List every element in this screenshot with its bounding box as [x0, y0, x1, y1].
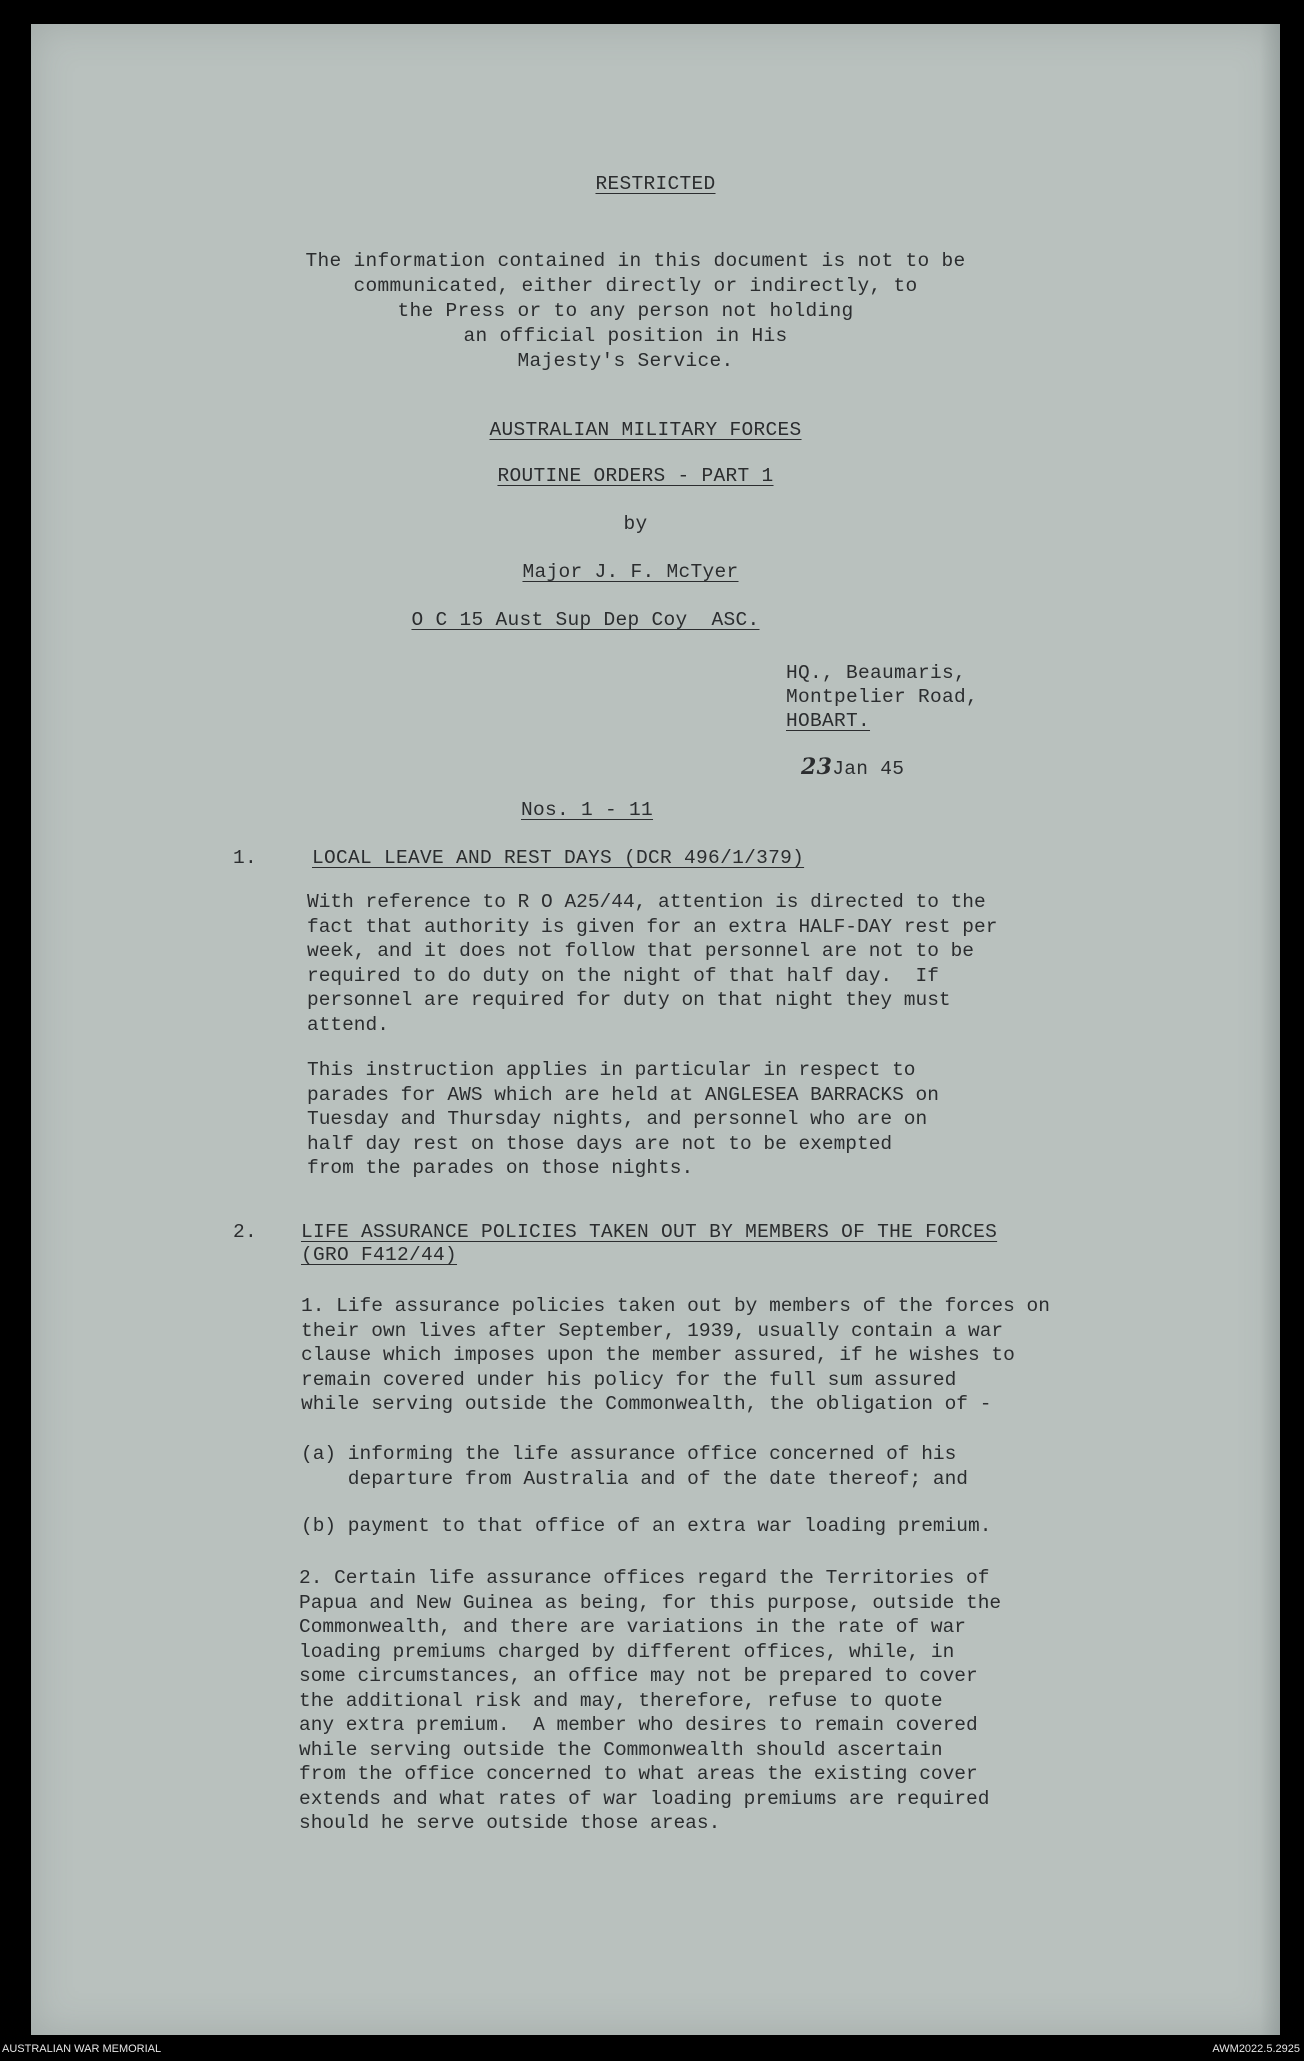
document-page	[31, 24, 1280, 2035]
text-line: attend.	[307, 1013, 389, 1036]
section-2-item-b	[301, 1514, 991, 1539]
document-title: ROUTINE ORDERS - PART 1	[497, 465, 774, 487]
text-line: With reference to R O A25/44, attention is directed to the	[307, 891, 986, 913]
text-line: departure from Australia and of the date thereof; and	[301, 1467, 969, 1490]
text-line: fact that authority is given for an extra HALF-DAY rest per	[307, 915, 998, 938]
text-line: while serving outside the Commonwealth, the obligation of -	[301, 1393, 992, 1415]
text-line: personnel are required for duty on that night they must	[307, 989, 951, 1011]
text-line: from the office concerned to what areas the existing cover	[299, 1763, 978, 1785]
date-day-handwritten: 23	[801, 754, 833, 780]
text-line: extends and what rates of war loading premiums are required	[299, 1787, 990, 1810]
section-2-item-a	[301, 1442, 968, 1491]
section-1-title: LOCAL LEAVE AND REST DAYS (DCR 496/1/379)	[312, 847, 805, 869]
author-name: Major J. F. McTyer	[522, 561, 739, 583]
text-line: required to do duty on the night of that half day. If	[307, 964, 939, 987]
unit-name: O C 15 Aust Sup Dep Coy ASC.	[411, 609, 760, 631]
section-1-number: 1.	[233, 847, 258, 869]
notice-line-4: an official position in His	[463, 325, 788, 347]
text-line: their own lives after September, 1939, usually contain a war	[301, 1319, 1004, 1342]
text-line: from the parades on those nights.	[307, 1157, 694, 1179]
text-line: half day rest on those days are not to be exempted	[307, 1132, 893, 1155]
notice-line-3: the Press or to any person not holding	[397, 300, 854, 322]
text-line: any extra premium. A member who desires to remain covered	[299, 1714, 978, 1736]
section-1-para-1	[307, 890, 997, 1037]
section-2-para-1	[301, 1294, 1050, 1417]
footer-institution: AUSTRALIAN WAR MEMORIAL	[2, 2043, 162, 2055]
text-line: should he serve outside those areas.	[299, 1812, 721, 1834]
address-line-2: Montpelier Road,	[786, 686, 979, 708]
text-line: This instruction applies in particular in respect to	[307, 1059, 916, 1081]
order-numbers: Nos. 1 - 11	[521, 799, 654, 821]
text-line: some circumstances, an office may not be prepared to cover	[299, 1665, 978, 1687]
section-2-title-line-1: LIFE ASSURANCE POLICIES TAKEN OUT BY MEMBERS OF THE FORCES	[301, 1221, 998, 1243]
text-line: (a) informing the life assurance office concerned of his	[301, 1443, 957, 1465]
section-2-title-line-2: (GRO F412/44)	[301, 1244, 458, 1266]
text-line: while serving outside the Commonwealth should ascertain	[299, 1738, 943, 1761]
text-line: (b) payment to that office of an extra war loading premium.	[301, 1515, 992, 1537]
text-line: loading premiums charged by different offices, while, in	[299, 1640, 955, 1663]
section-2-para-2	[299, 1566, 1001, 1836]
date-month-year: Jan 45	[832, 758, 905, 780]
notice-line-2: communicated, either directly or indirectly, to	[353, 275, 918, 297]
text-line: Commonwealth, and there are variations in the rate of war	[299, 1616, 967, 1638]
section-1-para-2	[307, 1058, 939, 1181]
classification-heading: RESTRICTED	[595, 173, 716, 195]
notice-line-1: The information contained in this document is not to be	[305, 250, 966, 272]
text-line: 1. Life assurance policies taken out by members of the forces on	[301, 1295, 1050, 1317]
by-line: by	[623, 513, 648, 535]
address-line-3: HOBART.	[786, 710, 871, 732]
text-line: week, and it does not follow that personnel are not to be	[307, 940, 975, 962]
document-date	[801, 755, 904, 782]
text-line: clause which imposes upon the member assured, if he wishes to	[301, 1344, 1015, 1366]
org-heading: AUSTRALIAN MILITARY FORCES	[489, 419, 802, 441]
text-line: the additional risk and may, therefore, refuse to quote	[299, 1689, 943, 1712]
text-line: Papua and New Guinea as being, for this purpose, outside the	[299, 1591, 1002, 1614]
footer-accession-number: AWM2022.5.2925	[1212, 2043, 1300, 2055]
text-line: Tuesday and Thursday nights, and personnel who are on	[307, 1108, 928, 1130]
address-line-1: HQ., Beaumaris,	[786, 662, 967, 684]
text-line: parades for AWS which are held at ANGLESEA BARRACKS on	[307, 1083, 939, 1106]
text-line: remain covered under his policy for the full sum assured	[301, 1368, 957, 1391]
text-line: 2. Certain life assurance offices regard the Territories of	[299, 1567, 990, 1589]
section-2-number: 2.	[233, 1221, 258, 1243]
notice-line-5: Majesty's Service.	[517, 350, 734, 372]
